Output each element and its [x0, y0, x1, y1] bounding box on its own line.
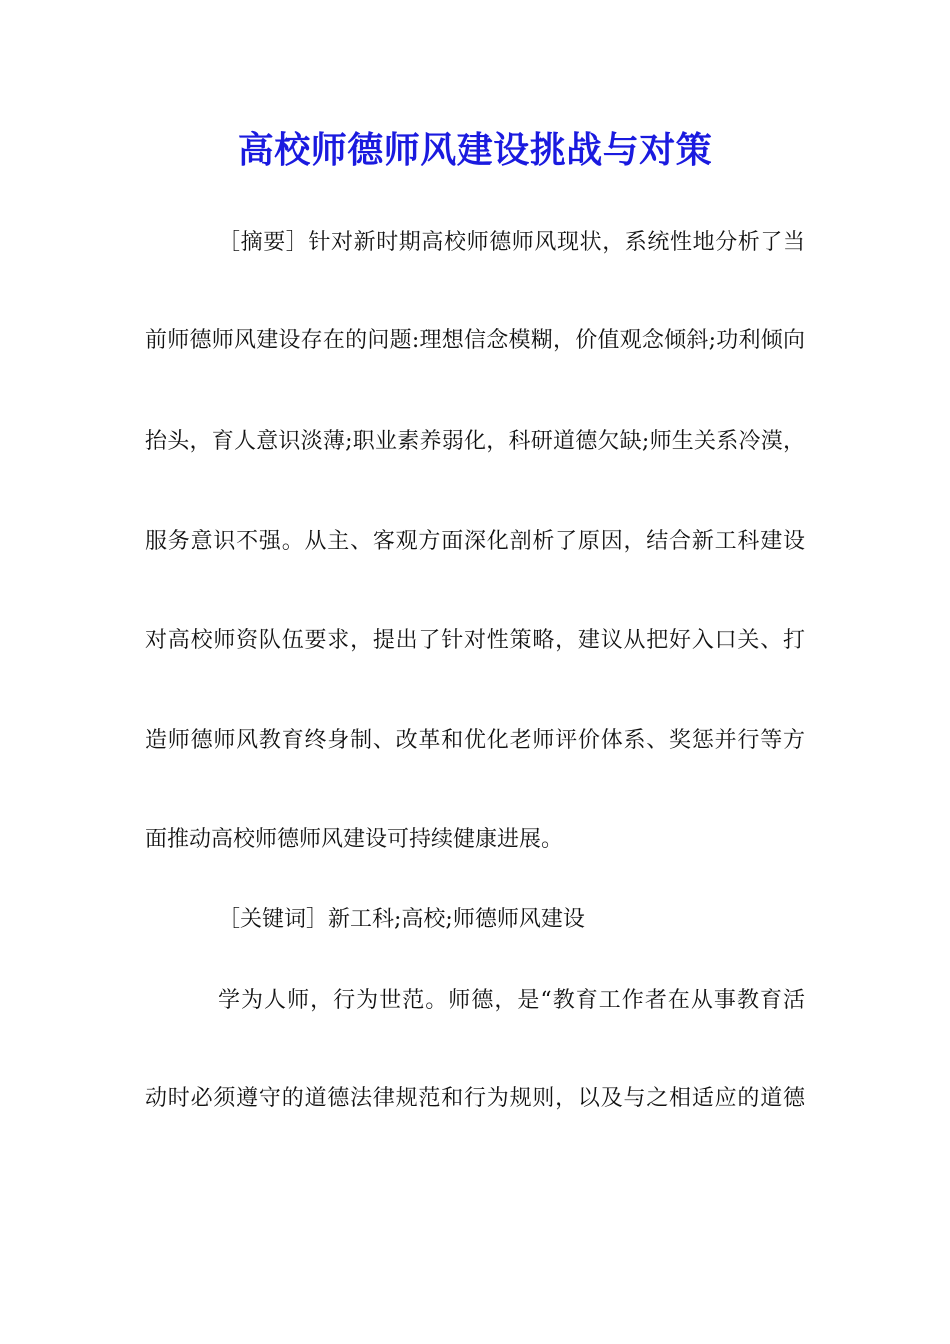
abstract-line: 面推动高校师德师风建设可持续健康进展。 — [145, 827, 564, 852]
abstract-line: 造师德师风教育终身制、改革和优化老师评价体系、奖惩并行等方 — [145, 728, 805, 753]
abstract-line: 抬头，育人意识淡薄;职业素养弱化，科研道德欠缺;师生关系冷漠， — [145, 429, 805, 454]
abstract-line: ［摘要］针对新时期高校师德师风现状，系统性地分析了当 — [218, 230, 805, 255]
keywords: ［关键词］新工科;高校;师德师风建设 — [218, 907, 585, 932]
body-line: 学为人师，行为世范。师德，是“教育工作者在从事教育活 — [218, 988, 805, 1013]
abstract-line: 对高校师资队伍要求，提出了针对性策略，建议从把好入口关、打 — [145, 628, 805, 653]
abstract-line: 前师德师风建设存在的问题:理想信念模糊，价值观念倾斜;功利倾向 — [145, 328, 805, 353]
abstract-line: 服务意识不强。从主、客观方面深化剖析了原因，结合新工科建设 — [145, 529, 805, 554]
document-title: 高校师德师风建设挑战与对策 — [237, 129, 713, 171]
body-line: 动时必须遵守的道德法律规范和行为规则，以及与之相适应的道德 — [145, 1086, 805, 1111]
